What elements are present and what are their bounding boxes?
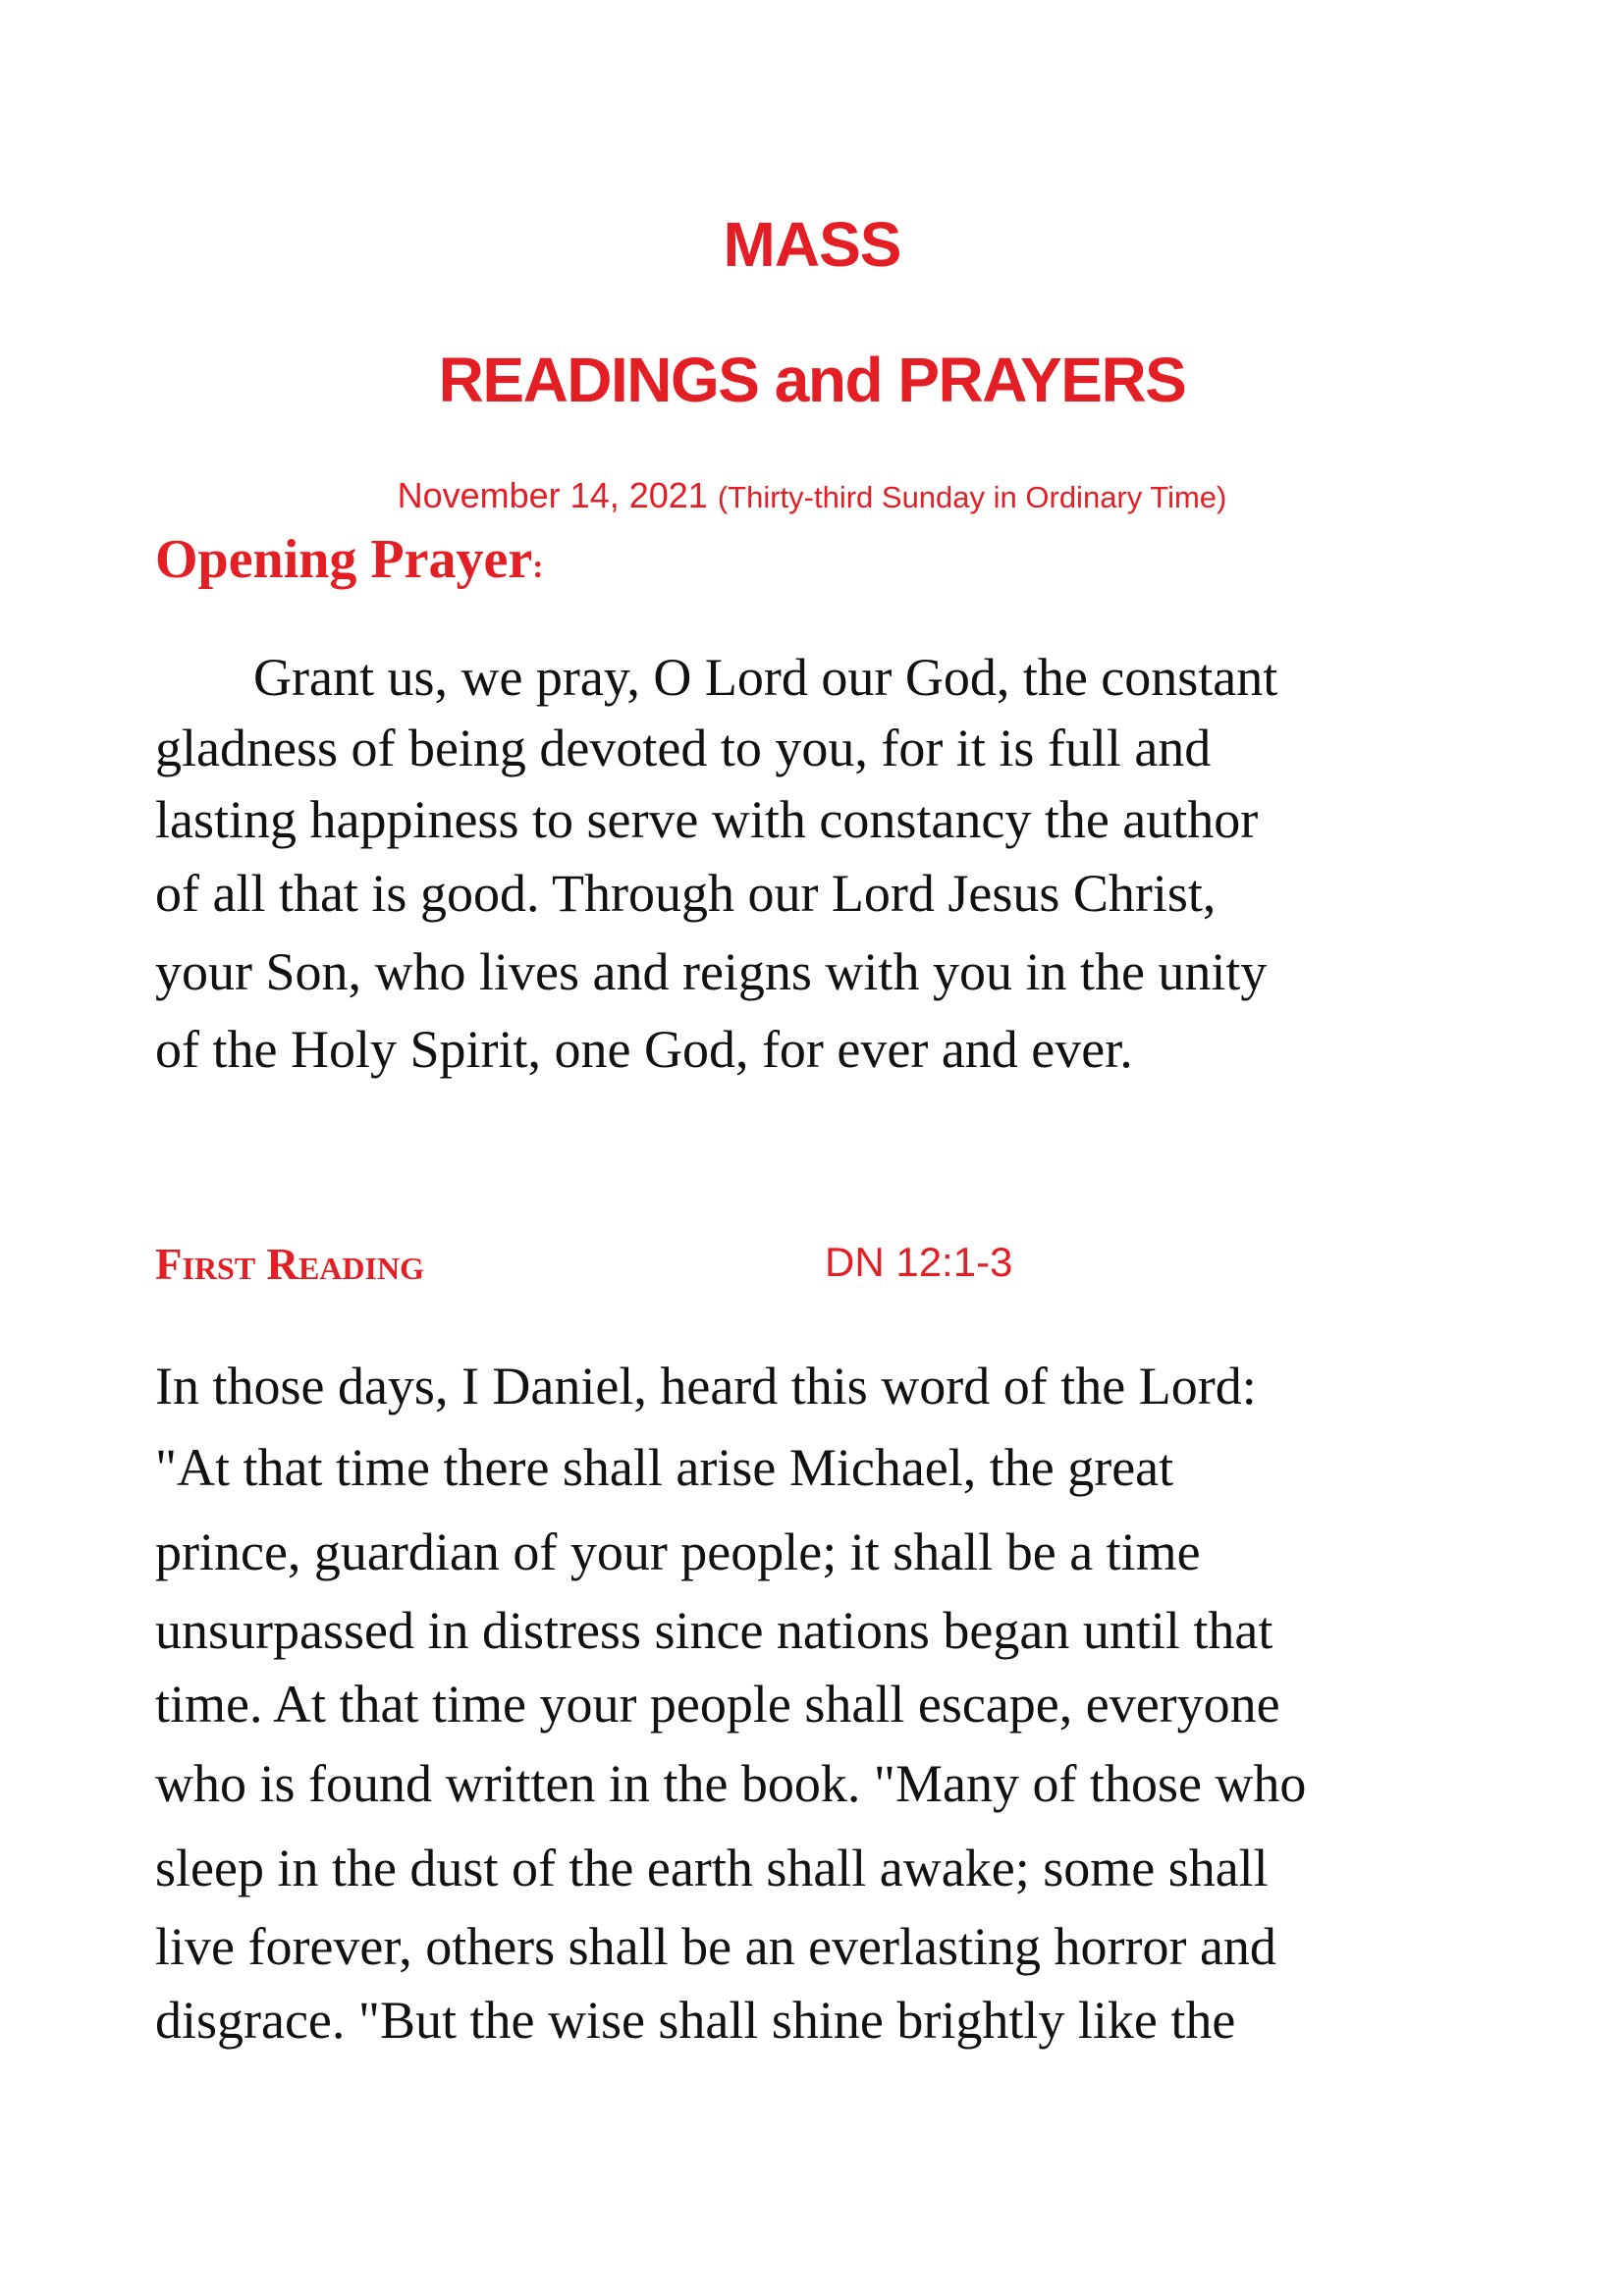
opening-prayer-heading: [155, 528, 544, 591]
page-title: MASS: [723, 209, 901, 280]
first-reading-reference: DN 12:1-3: [825, 1239, 1013, 1285]
text-line: prince, guardian of your people; it shall be a time: [155, 1522, 1201, 1581]
text-line: your Son, who lives and reigns with you in the unity: [155, 942, 1268, 1001]
first-reading-heading: First Reading: [155, 1240, 424, 1289]
text-line: unsurpassed in distress since nations began until that: [155, 1601, 1273, 1660]
text-line: of the Holy Spirit, one God, for ever and ever.: [155, 1020, 1133, 1079]
text-line: lasting happiness to serve with constancy the author: [155, 790, 1259, 849]
text-line: of all that is good. Through our Lord Jesus Christ,: [155, 864, 1217, 923]
date-line: [0, 475, 1624, 516]
occasion-text: (Thirty-third Sunday in Ordinary Time): [717, 480, 1227, 514]
text-line: In those days, I Daniel, heard this word of the Lord:: [155, 1357, 1257, 1415]
page-subtitle: READINGS and PRAYERS: [438, 345, 1186, 415]
opening-prayer-heading-text: Opening Prayer: [155, 529, 533, 590]
date-text: November 14, 2021: [397, 475, 708, 515]
text-line: "At that time there shall arise Michael, the great: [155, 1438, 1174, 1497]
opening-prayer-body: [155, 642, 1490, 1086]
text-line: who is found written in the book. "Many of those who: [155, 1754, 1307, 1813]
first-reading-body: [155, 1347, 1490, 2057]
text-line: Grant us, we pray, O Lord our God, the constant: [253, 648, 1278, 707]
text-line: sleep in the dust of the earth shall awake; some shall: [155, 1839, 1269, 1897]
text-line: time. At that time your people shall escape, everyone: [155, 1675, 1280, 1734]
opening-prayer-heading-colon: :: [532, 549, 544, 585]
text-line: gladness of being devoted to you, for it is full and: [155, 719, 1212, 777]
text-line: disgrace. "But the wise shall shine brightly like the: [155, 1991, 1236, 2050]
text-line: live forever, others shall be an everlasting horror and: [155, 1917, 1276, 1976]
